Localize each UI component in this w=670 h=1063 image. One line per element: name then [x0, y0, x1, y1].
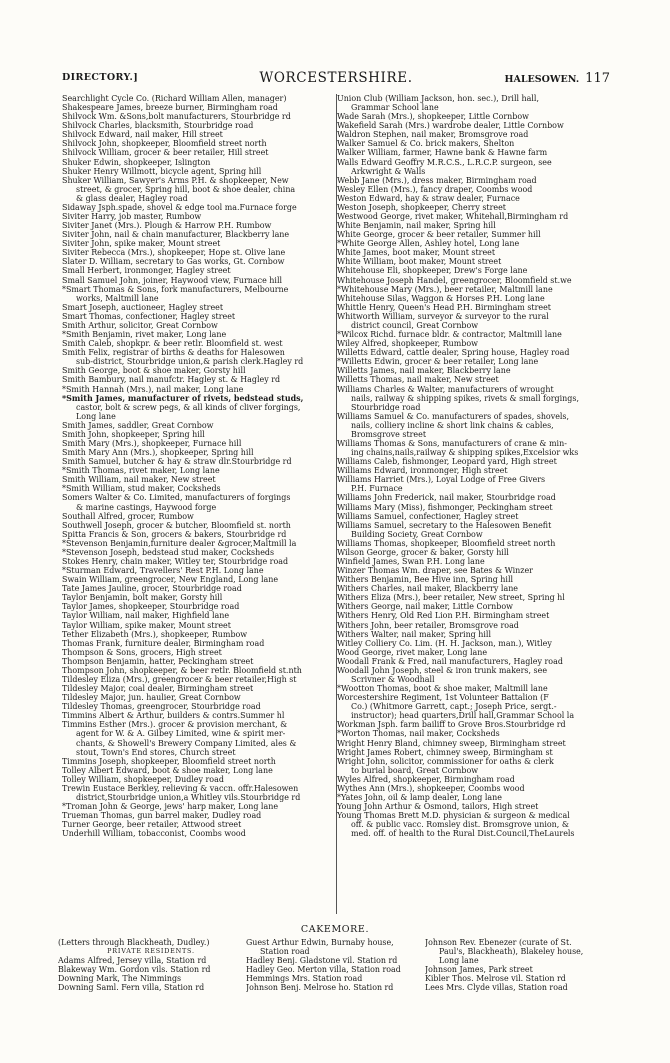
directory-entry: Johnson James, Park street: [425, 965, 533, 975]
directory-entry: Tildesley Thomas, greengrocer, Stourbridge road: [62, 702, 261, 712]
directory-entry: Thompson & Sons, grocers, High street: [62, 647, 222, 657]
directory-entry: Smith Samuel, butcher & hay & straw dlr.Stourbridge rd: [62, 457, 292, 467]
directory-entry: & marine castings, Haywood forge: [76, 502, 217, 512]
directory-entry: nails, colliery incline & short link chains & cables,: [351, 420, 554, 430]
directory-entry: Woodall Frank & Fred, nail manufacturers, Hagley road: [337, 656, 563, 666]
directory-entry: Bromsgrove street: [351, 429, 427, 439]
directory-entry: Scrivner & Woodhall: [351, 675, 435, 684]
directory-entry: Withers John, beer retailer, Bromsgrove road: [337, 620, 519, 630]
directory-entry: Smith George, boot & shoe maker, Gorsty hill: [62, 366, 246, 376]
directory-entry: Wiley Alfred, shopkeeper, Rumbow: [337, 339, 478, 349]
directory-entry: Slater D. William, secretary to Gas works, Gt. Cornbow: [62, 257, 285, 267]
directory-entry: Withers Walter, nail maker, Spring hill: [337, 629, 492, 639]
directory-entry: Underhill William, tobacconist, Coombs wood: [62, 829, 246, 839]
directory-entry: Whitehouse Eli, shopkeeper, Drew's Forge lane: [337, 266, 528, 276]
directory-entry: *Smith Benjamin, rivet maker, Long lane: [62, 330, 227, 340]
directory-entry: Tolley William, shopkeeper, Dudley road: [62, 774, 224, 784]
page-number: 117: [585, 71, 610, 86]
directory-entry: Siviter John, spike maker, Mount street: [62, 239, 221, 249]
directory-entry: & glass dealer, Hagley road: [76, 193, 188, 203]
directory-entry: Siviter John, nail & chain manufacturer, Blackberry lane: [62, 230, 290, 240]
directory-entry: *Smith Thomas, rivet maker, Long lane: [62, 466, 220, 476]
directory-entry: Johnson Benj. Melrose ho. Station rd: [246, 983, 394, 993]
directory-entry: Smith Felix, registrar of births & deaths for Halesowen: [62, 348, 285, 358]
directory-entry: Tate James Jauline, grocer, Stourbridge road: [62, 584, 242, 594]
directory-entry: *Sturman Edward, Travellers' Rest P.H. Long lane: [62, 566, 264, 576]
directory-entry: Somers Walter & Co. Limited, manufacturers of forgings: [62, 493, 291, 503]
directory-entry: Lees Mrs. Clyde villas, Station road: [425, 983, 568, 993]
directory-entry: White Benjamin, nail maker, Spring hill: [337, 221, 496, 231]
directory-entry: *Whitehouse Mary (Mrs.), beer retailer, Maltmill lane: [337, 284, 553, 294]
directory-entry: Thompson John, shopkeeper, & beer retlr. Bloomfield st.nth: [62, 665, 302, 675]
directory-entry: Williams Charles & Walter, manufacturers of wrought: [337, 384, 554, 394]
directory-entry: Taylor William, spike maker, Mount street: [62, 620, 231, 630]
directory-entry: Shilvock William, grocer & beer retailer, Hill street: [62, 148, 269, 158]
directory-entry: Stourbridge road: [351, 402, 421, 412]
directory-entry: Smith Mary (Mrs.), shopkeeper, Furnace hill: [62, 438, 242, 448]
directory-entry: Williams Samuel, secretary to the Halesowen Benefit: [337, 520, 552, 530]
directory-entry: stout, Town's End stores, Church street: [76, 747, 236, 757]
directory-entry: White James, boot maker, Mount street: [337, 248, 496, 258]
directory-entry: Williams Thomas, shopkeeper, Bloomfield street north: [337, 538, 556, 548]
directory-entry: Building Society, Great Cornbow: [351, 529, 483, 539]
directory-entry: Wilson George, grocer & baker, Gorsty hill: [337, 547, 509, 557]
directory-entry: Wright John, solicitor, commissioner for oaths & clerk: [337, 756, 554, 766]
directory-entry: Paul's, Blackheath), Blakeley house,: [439, 947, 584, 957]
directory-entry: Thompson Benjamin, hatter, Peckingham street: [62, 656, 254, 666]
directory-entry: Wesley Ellen (Mrs.), fancy draper, Coombs wood: [337, 184, 533, 194]
header-town-name: HALESOWEN.: [504, 74, 580, 85]
directory-entry: Shilvock Charles, blacksmith, Stourbridge road: [62, 121, 254, 131]
directory-entry: Whittle Henry, Queen's Head P.H. Birmingham street: [337, 302, 551, 312]
directory-entry: *Troman John & George, jews' harp maker, Long lane: [62, 802, 279, 812]
directory-entry: Walker William, farmer, Hawne bank & Hawne farm: [337, 148, 548, 158]
directory-entry: White William, boot maker, Mount street: [337, 257, 502, 267]
directory-entry: sub-district, Stourbridge union,& parish clerk.Hagley rd: [76, 357, 304, 367]
directory-entry: Withers Henry, Old Red Lion P.H. Birmingham street: [337, 611, 550, 621]
directory-entry: Wood George, rivet maker, Long lane: [337, 647, 488, 657]
cakemore-column-2: [246, 938, 422, 992]
directory-entry: Swain William, greengrocer, New England, Long lane: [62, 575, 279, 585]
directory-entry: Wright Henry Bland, chimney sweep, Birmingham street: [337, 738, 566, 748]
header-county-title: WORCESTERSHIRE.: [259, 70, 413, 86]
directory-entry: *Wootton Thomas, boot & shoe maker, Maltmill lane: [337, 684, 548, 694]
section-title-cakemore: CAKEMORE.: [300, 924, 370, 935]
directory-entry: Withers Charles, nail maker, Blackberry lane: [337, 584, 519, 594]
directory-entry: chants, & Showell's Brewery Company Limited, ales &: [76, 738, 297, 748]
header-town: [504, 71, 610, 86]
directory-entry: Williams Harriet (Mrs.), Loyal Lodge of Free Givers: [337, 475, 546, 485]
directory-entry: Shuker Edwin, shopkeeper, Islington: [62, 157, 211, 167]
directory-entry: Downing Saml. Fern villa, Station rd: [58, 983, 205, 993]
directory-entry: Williams Caleb, fishmonger, Leopard yard, High street: [337, 457, 557, 467]
directory-entry: Southwell Joseph, grocer & butcher, Bloomfield st. north: [62, 520, 291, 530]
directory-entry: Smith James, saddler, Great Cornbow: [62, 420, 214, 430]
directory-entry: Small Samuel John, joiner, Haywood view, Furnace hill: [62, 275, 283, 285]
directory-entry: Wade Sarah (Mrs.), shopkeeper, Little Cornbow: [337, 112, 529, 122]
directory-entry: Worcestershire Regiment, 1st Volunteer Battalion (F: [337, 693, 549, 703]
directory-entry: Taylor William, nail maker, Highfield lane: [62, 611, 230, 621]
directory-entry: Willetts Edward, cattle dealer, Spring house, Hagley road: [337, 348, 570, 358]
directory-entry: Johnson Rev. Ebenezer (curate of St.: [425, 938, 572, 947]
directory-entry: Long lane: [76, 411, 116, 421]
directory-entry: off. & public vacc. Romsley dist. Bromsgrove union, &: [351, 820, 569, 830]
directory-entry: Tildesley Major, coal dealer, Birmingham street: [62, 684, 254, 694]
directory-entry: Long lane: [439, 956, 479, 966]
directory-entry: agent for W. & A. Gilbey Limited, wine & spirit mer-: [76, 729, 286, 739]
directory-entry: Weston Joseph, shopkeeper, Cherry street: [337, 202, 506, 212]
directory-entry: Smart Joseph, auctioneer, Hagley street: [62, 302, 224, 312]
directory-entry: district council, Great Cornbow: [351, 320, 479, 330]
directory-entry: Shilvock John, shopkeeper, Bloomfield street north: [62, 139, 267, 149]
directory-entry: Willetts James, nail maker, Blackberry lane: [337, 366, 511, 376]
directory-entry: Williams Samuel, confectioner, Hagley street: [337, 511, 519, 521]
directory-entry: Arkwright & Walls: [351, 166, 426, 176]
directory-entry: *Smith William, stud maker, Cocksheds: [62, 484, 221, 494]
directory-entry: Whitehouse Joseph Handel, greengrocer, Bloomfield st.we: [337, 275, 572, 285]
directory-entry: *Smart Thomas & Sons, fork manufacturers, Melbourne: [62, 284, 289, 294]
directory-entry: Searchlight Cycle Co. (Richard William Allen, manager): [62, 94, 287, 103]
directory-entry: Smith Arthur, solicitor, Great Cornbow: [62, 320, 218, 330]
directory-entry: Wright James Robert, chimney sweep, Birmingham st: [337, 747, 553, 757]
directory-entry: Walker Samuel & Co. brick makers, Shelton: [337, 139, 515, 149]
directory-entry: *Smith Hannah (Mrs.), nail maker, Long lane: [62, 384, 244, 394]
directory-entry: Siviter Rebecca (Mrs.), shopkeeper, Hope st. Olive lane: [62, 248, 286, 258]
directory-entry: Station road: [260, 947, 310, 957]
directory-entry: instructor); head quarters,Drill hall,Grammar School la: [351, 711, 575, 721]
directory-entry: Shilvock Edward, nail maker, Hill street: [62, 130, 223, 140]
directory-entry: Williams Mary (Miss), fishmonger, Peckingham street: [337, 502, 553, 512]
directory-entry: Wythes Ann (Mrs.), shopkeeper, Coombs wood: [337, 783, 525, 793]
directory-entry: *Wilcox Richd. furnace bldr. & contractor, Maltmill lane: [337, 330, 562, 340]
directory-entry: Tether Elizabeth (Mrs.), shopkeeper, Rumbow: [62, 629, 248, 639]
directory-entry: Timmins Albert & Arthur, builders & contrs.Summer hl: [62, 711, 285, 721]
directory-entry: Tolley Albert Edward, boot & shoe maker, Long lane: [62, 765, 273, 775]
directory-entry: Kibler Thos. Melrose vil. Station rd: [425, 974, 566, 984]
directory-entry: Waldron Stephen, nail maker, Bromsgrove road: [337, 130, 529, 140]
directory-entry: Hadley Geo. Merton villa, Station road: [246, 965, 401, 975]
directory-entry: Sidaway Jsph.spade, shovel & edge tool ma.Furnace forge: [62, 202, 297, 212]
directory-entry: Young Thomas Brett M.D. physician & surgeon & medical: [337, 811, 570, 821]
directory-entry: Adams Alfred, Jersey villa, Station rd: [58, 956, 207, 966]
header-directory: DIRECTORY.]: [62, 72, 139, 83]
directory-entry: Stokes Henry, chain maker, Witley ter, Stourbridge road: [62, 556, 289, 566]
directory-entry: to burial board, Great Cornbow: [351, 765, 479, 775]
directory-entry: Woodall John Joseph, steel & iron trunk makers, see: [337, 665, 548, 675]
directory-entry: Trueman Thomas, gun barrel maker, Dudley road: [62, 811, 262, 821]
directory-entry: Blakeway Wm. Gordon vils. Station rd: [58, 965, 211, 975]
directory-entry: Small Herbert, ironmonger, Hagley street: [62, 266, 231, 276]
directory-entry: Young John Arthur & Osmond, tailors, High street: [337, 802, 539, 812]
directory-entry: Siviter Janet (Mrs.). Plough & Harrow P.H. Rumbow: [62, 221, 272, 231]
directory-entry: Withers Eliza (Mrs.), beer retailer, New street, Spring hl: [337, 593, 565, 603]
directory-entry: nails, railway & shipping spikes, rivets & small forgings,: [351, 393, 579, 403]
directory-entry: Withers George, nail maker, Little Cornbow: [337, 602, 513, 612]
directory-entry: *Worton Thomas, nail maker, Cocksheds: [337, 729, 500, 739]
directory-entry: (Letters through Blackheath, Dudley.): [58, 938, 210, 947]
directory-entry: Downing Mark, The Nimmings: [58, 974, 182, 984]
directory-entry: street, & grocer, Spring hill, boot & shoe dealer, china: [76, 184, 296, 194]
directory-entry: *Stevenson Joseph, bedstead stud maker, Cocksheds: [62, 547, 275, 557]
directory-entry: Grammar School lane: [351, 103, 439, 113]
directory-entry: Union Club (William Jackson, hon. sec.), Drill hall,: [337, 94, 539, 103]
directory-entry: med. off. of health to the Rural Dist.Council,TheLaurels: [351, 829, 575, 839]
directory-entry: Timmins Esther (Mrs.). grocer & provision merchant, &: [62, 720, 288, 730]
directory-entry: *Stevenson Benjamin,furniture dealer &grocer,Maltmill la: [62, 538, 297, 548]
directory-entry: works, Maltmill lane: [76, 293, 159, 303]
directory-entry: Guest Arthur Edwin, Burnaby house,: [246, 938, 394, 947]
directory-entry: Walls Edward Geoffry M.R.C.S., L.R.C.P. surgeon, see: [337, 157, 552, 167]
directory-entry: Spitta Francis & Son, grocers & bakers, Stourbridge rd: [62, 529, 287, 539]
cakemore-column-1: [58, 938, 244, 992]
directory-entry: district,Stourbridge union,a Whitley vils.Stourbridge rd: [76, 793, 301, 803]
directory-entry: castor, bolt & screw pegs, & all kinds of cliver forgings,: [76, 402, 301, 412]
directory-entry: Westwood George, rivet maker, Whitehall,Birmingham rd: [337, 212, 569, 222]
directory-entry: Wyles Alfred, shopkeeper, Birmingham road: [337, 774, 515, 784]
directory-entry: Smith John, shopkeeper, Spring hill: [62, 429, 205, 439]
directory-entry: Williams Edward, ironmonger, High street: [337, 466, 508, 476]
directory-entry: Turner George, beer retailer, Attwood street: [62, 820, 242, 830]
directory-entry: Trewin Eustace Berkley, relieving & vaccn. offr.Halesowen: [62, 783, 299, 793]
directory-entry: Timmins Joseph, shopkeeper, Bloomfield street north: [62, 756, 276, 766]
directory-entry: Smith Mary Ann (Mrs.), shopkeeper, Spring hill: [62, 448, 254, 458]
directory-entry: *White George Allen, Ashley hotel, Long lane: [337, 239, 520, 249]
directory-entry: Williams John Frederick, nail maker, Stourbridge road: [337, 493, 556, 503]
directory-entry: White George, grocer & beer retailer, Summer hill: [337, 230, 541, 240]
directory-entry: Winfield James, Swan P.H. Long lane: [337, 556, 485, 566]
directory-column-right: [337, 94, 611, 838]
directory-entry: Tildesley Eliza (Mrs.), greengrocer & beer retailer,High st: [62, 675, 297, 684]
directory-entry: Smith William, nail maker, New street: [62, 475, 216, 485]
directory-entry: Smith Bambury, nail manufctr. Hagley st. & Hagley rd: [62, 375, 281, 385]
directory-entry: Co.) (Whitmore Garrett, capt.; Joseph Price, sergt.-: [351, 702, 557, 712]
directory-entry: Thomas Frank, furniture dealer, Birmingham road: [62, 638, 265, 648]
directory-entry: Shakespeare James, breeze burner, Birmingham road: [62, 103, 278, 113]
directory-entry: Williams Samuel & Co. manufacturers of spades, shovels,: [337, 411, 570, 421]
directory-entry: P.H. Furnace: [351, 484, 403, 494]
directory-entry: Winzer Thomas Wm. draper, see Bates & Winzer: [337, 566, 533, 576]
directory-entry: *Yates John, oil & lamp dealer, Long lane: [337, 793, 502, 803]
directory-entry: Tildesley Major, jun. haulier, Great Cornbow: [62, 693, 241, 703]
directory-entry: Williams Thomas & Sons, manufacturers of crane & min-: [337, 438, 567, 448]
directory-entry: *Willetts Edwin, grocer & beer retailer, Long lane: [337, 357, 539, 367]
directory-entry: Southall Alfred, grocer, Rumbow: [62, 511, 194, 521]
directory-entry: Whitworth William, surveyor & surveyor to the rural: [337, 311, 549, 321]
cakemore-column-3: [425, 938, 615, 992]
directory-entry: Hemmings Mrs. Station road: [246, 974, 363, 984]
directory-entry: Taylor Benjamin, bolt maker, Gorsty hill: [62, 593, 223, 603]
directory-column-left: [62, 94, 332, 838]
directory-entry: Weston Edward, hay & straw dealer, Furnace: [337, 193, 520, 203]
directory-entry: Hadley Benj. Gladstone vil. Station rd: [246, 956, 398, 966]
directory-entry: Shilvock Wm. &Sons,bolt manufacturers, Stourbridge rd: [62, 112, 291, 122]
directory-entry: *Smith James, manufacturer of rivets, bedstead studs,: [62, 393, 304, 403]
directory-entry: Workman Jsph. farm bailiff to Grove Bros.Stourbridge rd: [337, 720, 566, 730]
directory-entry: Shuker William, Sawyer's Arms P.H. & shopkeeper, New: [62, 175, 289, 185]
directory-entry: Smart Thomas, confectioner, Hagley street: [62, 311, 236, 321]
directory-entry: Wakefield Sarah (Mrs.) wardrobe dealer, Little Cornbow: [337, 121, 564, 131]
directory-entry: Willetts Thomas, nail maker, New street: [337, 375, 499, 385]
directory-entry: Withers Benjamin, Bee Hive inn, Spring hill: [337, 575, 514, 585]
directory-entry: Whitehouse Silas, Waggon & Horses P.H. Long lane: [337, 293, 545, 303]
directory-entry: ing chains,nails,railway & shipping spikes,Excelsior wks: [351, 448, 579, 458]
directory-entry: Taylor James, shopkeeper, Stourbridge road: [62, 602, 240, 612]
directory-entry: Siviter Harry, job master, Rumbow: [62, 212, 202, 222]
directory-entry: Witley Colliery Co. Lim. (H. H. Jackson, man.), Witley: [337, 638, 552, 648]
page-header: [62, 70, 610, 88]
directory-entry: Smith Caleb, shopkpr. & beer retlr. Bloomfield st. west: [62, 339, 283, 349]
section-subheading: PRIVATE RESIDENTS.: [107, 947, 195, 956]
directory-entry: Webb Jane (Mrs.), dress maker, Birmingham road: [337, 175, 537, 185]
directory-entry: Shuker Henry Willmott, bicycle agent, Spring hill: [62, 166, 262, 176]
